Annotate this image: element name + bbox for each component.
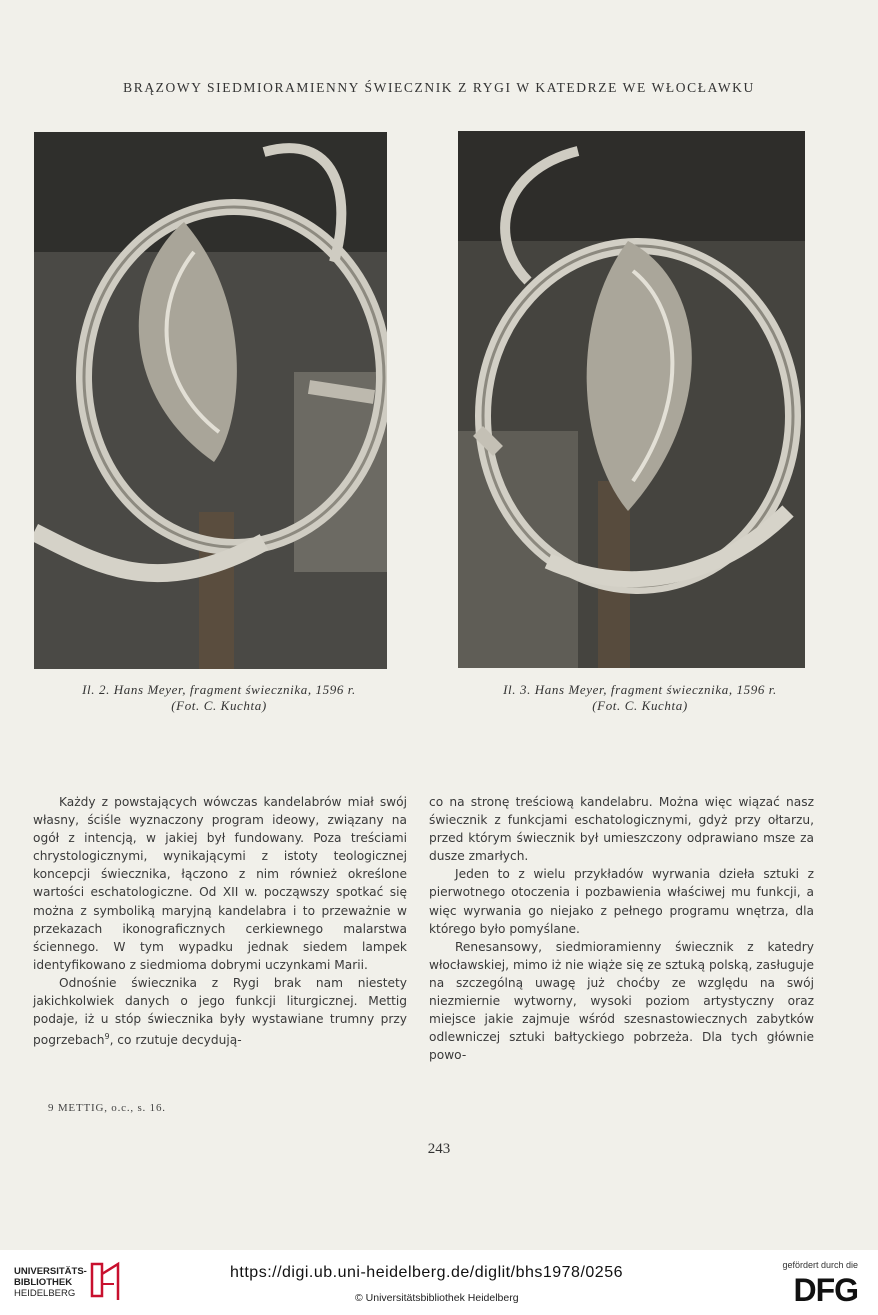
caption-text: Il. 3. Hans Meyer, fragment świecznika, 1596 r. <box>503 682 777 697</box>
candelabrum-fragment-image <box>458 131 805 668</box>
paragraph-text: Odnośnie świecznika z Rygi brak nam niestety jakichkolwiek danych o jego funkcji liturgicznej. Mettig podaje, iż u stóp świecznika były wystawiane trumny przy pogrzebach <box>33 975 407 1048</box>
dfg-logo[interactable]: DFG <box>793 1272 858 1308</box>
library-name-line: UNIVERSITÄTS- <box>14 1266 87 1277</box>
copyright-notice: © Universitätsbibliothek Heidelberg <box>355 1292 519 1304</box>
paragraph: Każdy z powstających wówczas kandelabrów miał swój własny, ściśle wyznaczony program ideowy, związany na ogół z intencją, w jakiej był fundowany. Poza treściami chrystologicznymi, wynikającymi z istoty teologicznej koncepcji świecznika, łączono z nim również określone wartości eschatologiczne. Od XII w. począwszy spotkać się można z symboliką maryjną kandelabra i to przeważnie w przekazach ikonograficznych cerkiewnego malarstwa ściennego. W tym wypadku jednak siedem lampek identyfikowano z siedmioma dobrymi uczynkami Marii. <box>33 795 407 972</box>
figure-3-photo <box>458 131 805 668</box>
footnote-ref: 9 <box>104 1032 110 1042</box>
caption-credit: (Fot. C. Kuchta) <box>171 698 267 713</box>
body-column-left <box>33 793 407 1049</box>
paragraph: Jeden to z wielu przykładów wyrwania dzieła sztuki z pierwotnego otoczenia i pozbawienia właściwej mu funkcji, a więc wyrwania go niejako z pełnego programu wnętrza, dla którego było pomyślane. <box>429 867 814 936</box>
page-number: 243 <box>427 1141 451 1157</box>
candelabrum-fragment-image <box>34 132 387 669</box>
library-logo[interactable] <box>14 1266 87 1299</box>
body-column-right <box>429 793 814 1064</box>
library-name-line: BIBLIOTHEK <box>14 1277 73 1288</box>
figure-3-caption <box>458 682 822 714</box>
figure-2-photo <box>34 132 387 669</box>
caption-text: Il. 2. Hans Meyer, fragment świecznika, 1596 r. <box>82 682 356 697</box>
funding-note: gefördert durch die <box>782 1260 858 1270</box>
paragraph <box>33 974 407 1049</box>
permalink-url[interactable]: https://digi.ub.uni-heidelberg.de/diglit/bhs1978/0256 <box>230 1264 623 1281</box>
paragraph-text: , co rzutuje decydują- <box>109 1033 242 1048</box>
caption-credit: (Fot. C. Kuchta) <box>592 698 688 713</box>
paragraph: Renesansowy, siedmioramienny świecznik z katedry włocławskiej, mimo iż nie wiąże się ze sztuką polską, zasługuje na szczególną uwagę już choćby ze względu na swój niezmiernie wytworny, wysoki poziom artystyczny oraz miejsce jakie zajmuje wśród szesnastowiecznych zabytków odlewniczej sztuki bałtyckiego pobrzeża. Dla tych głównie powo- <box>429 939 814 1063</box>
page-title: BRĄZOWY SIEDMIORAMIENNY ŚWIECZNIK Z RYGI W KATEDRZE WE WŁOCŁAWKU <box>123 80 755 95</box>
ub-heidelberg-icon <box>88 1260 122 1304</box>
footer-bar <box>0 1250 878 1315</box>
footnote: 9 METTIG, o.c., s. 16. <box>48 1102 166 1114</box>
figure-2-caption <box>34 682 404 714</box>
library-name-line: HEIDELBERG <box>14 1288 76 1299</box>
paragraph: co na stronę treściową kandelabru. Można więc wiązać nasz świecznik z funkcjami eschatologicznymi, gdyż przy ołtarzu, przed którym świecznik był umieszczony odprawiano msze za dusze zmarłych. <box>429 795 814 864</box>
